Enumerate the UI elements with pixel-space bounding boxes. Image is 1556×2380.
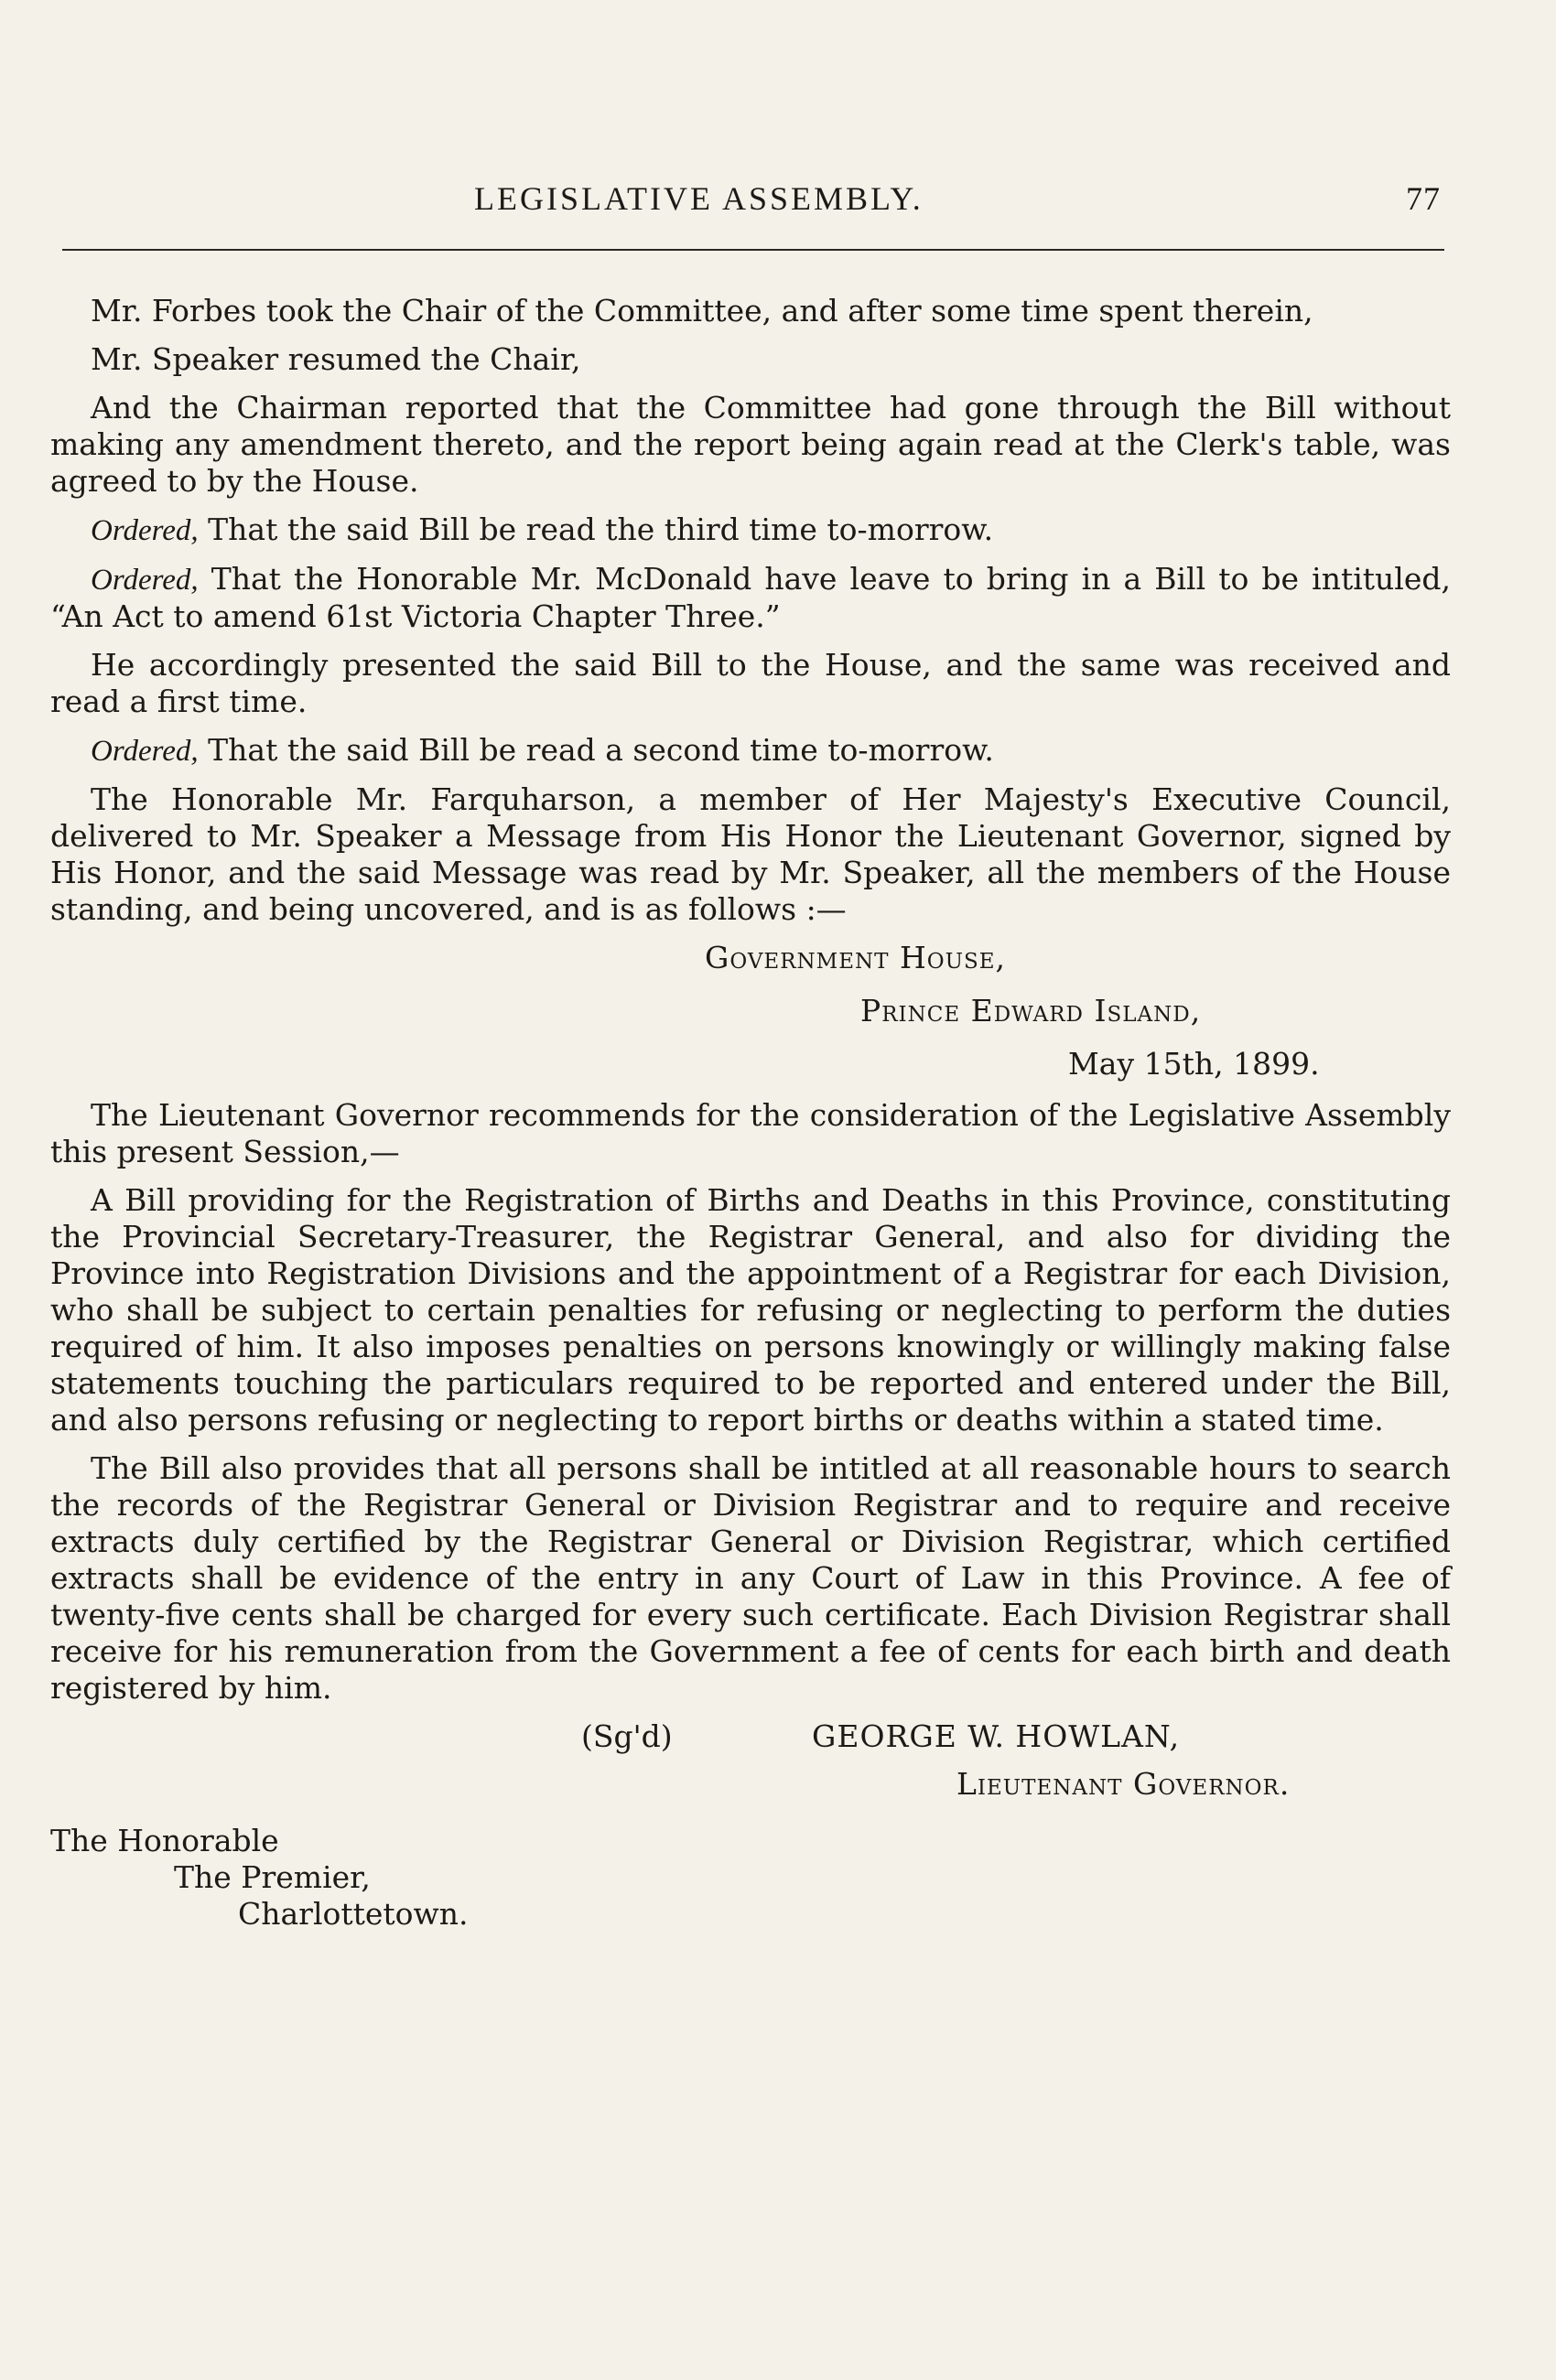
signatory-name: GEORGE W. HOWLAN, (812, 1718, 1181, 1754)
ordered-label: Ordered, (91, 514, 199, 547)
signatory-office: Lieutenant Governor. (956, 1766, 1291, 1802)
message-paragraph: A Bill providing for the Registration of Births and Deaths in this Province, constituting the Provincial Secretary-Treasurer, the Registrar General, and also for dividing the Province into Registration Divisions and the appointment of a Registrar for each Division, who shall be subject to certain penalties for refusing or neglecting to perform the duties required of him. It also imposes penalties on persons knowingly or willingly making false statements touching the particulars required to be reported and entered under the Bill, and also persons refusing or neglecting to report births or deaths within a stated time. (50, 1182, 1451, 1438)
addressee-block (50, 1823, 1451, 1933)
ordered-paragraph (50, 732, 1451, 770)
paragraph: The Honorable Mr. Farquharson, a member of Her Majesty's Executive Council, delivered to Mr. Speaker a Message from His Honor the Lieutenant Governor, signed by His Honor, and the said Message was read by Mr. Speaker, all the members of the House standing, and being uncovered, and is as follows :— (50, 781, 1451, 927)
addressee-line: Charlottetown. (238, 1896, 469, 1932)
address-line: Prince Edward Island, (860, 993, 1202, 1028)
signed-mark: (Sg'd) (581, 1718, 673, 1754)
ordered-paragraph (50, 561, 1451, 635)
message-date: May 15th, 1899. (1068, 1046, 1320, 1082)
message-paragraph: The Lieutenant Governor recommends for the consideration of the Legislative Assembly this present Session,— (50, 1097, 1451, 1169)
message-address (50, 940, 1451, 1082)
ordered-text: That the said Bill be read a second time to-morrow. (208, 732, 994, 768)
paragraph: Mr. Forbes took the Chair of the Committee, and after some time spent therein, (91, 293, 1313, 328)
header-rule (62, 249, 1444, 251)
ordered-text: That the said Bill be read the third time to-morrow. (208, 512, 994, 547)
ordered-label: Ordered, (91, 735, 199, 768)
address-line: Government House, (705, 940, 1007, 975)
body-text (50, 293, 1451, 1933)
page-number: 77 (1406, 180, 1441, 217)
signature-block (50, 1718, 1451, 1806)
paragraph: He accordingly presented the said Bill to the House, and the same was received and read a first time. (50, 647, 1451, 719)
ordered-label: Ordered, (91, 564, 199, 597)
paragraph: And the Chairman reported that the Committee had gone through the Bill without making any amendment thereto, and the report being again read at the Clerk's table, was agreed to by the House. (50, 390, 1451, 499)
addressee-line: The Honorable (50, 1823, 279, 1858)
running-title: LEGISLATIVE ASSEMBLY. (474, 180, 924, 217)
page-header (0, 179, 1556, 225)
ordered-text: That the Honorable Mr. McDonald have leave to bring in a Bill to be intituled, “An Act to amend 61st Victoria Chapter Three.” (50, 561, 1451, 634)
message-paragraph: The Bill also provides that all persons shall be intitled at all reasonable hours to search the records of the Registrar General or Division Registrar and to require and receive extracts duly certified by the Registrar General or Division Registrar, which certified extracts shall be evidence of the entry in any Court of Law in this Province. A fee of twenty-five cents shall be charged for every such certificate. Each Division Registrar shall receive for his remuneration from the Government a fee of cents for each birth and death registered by him. (50, 1450, 1451, 1706)
paragraph: Mr. Speaker resumed the Chair, (91, 341, 581, 377)
ordered-paragraph (50, 512, 1451, 549)
addressee-line: The Premier, (174, 1859, 371, 1895)
